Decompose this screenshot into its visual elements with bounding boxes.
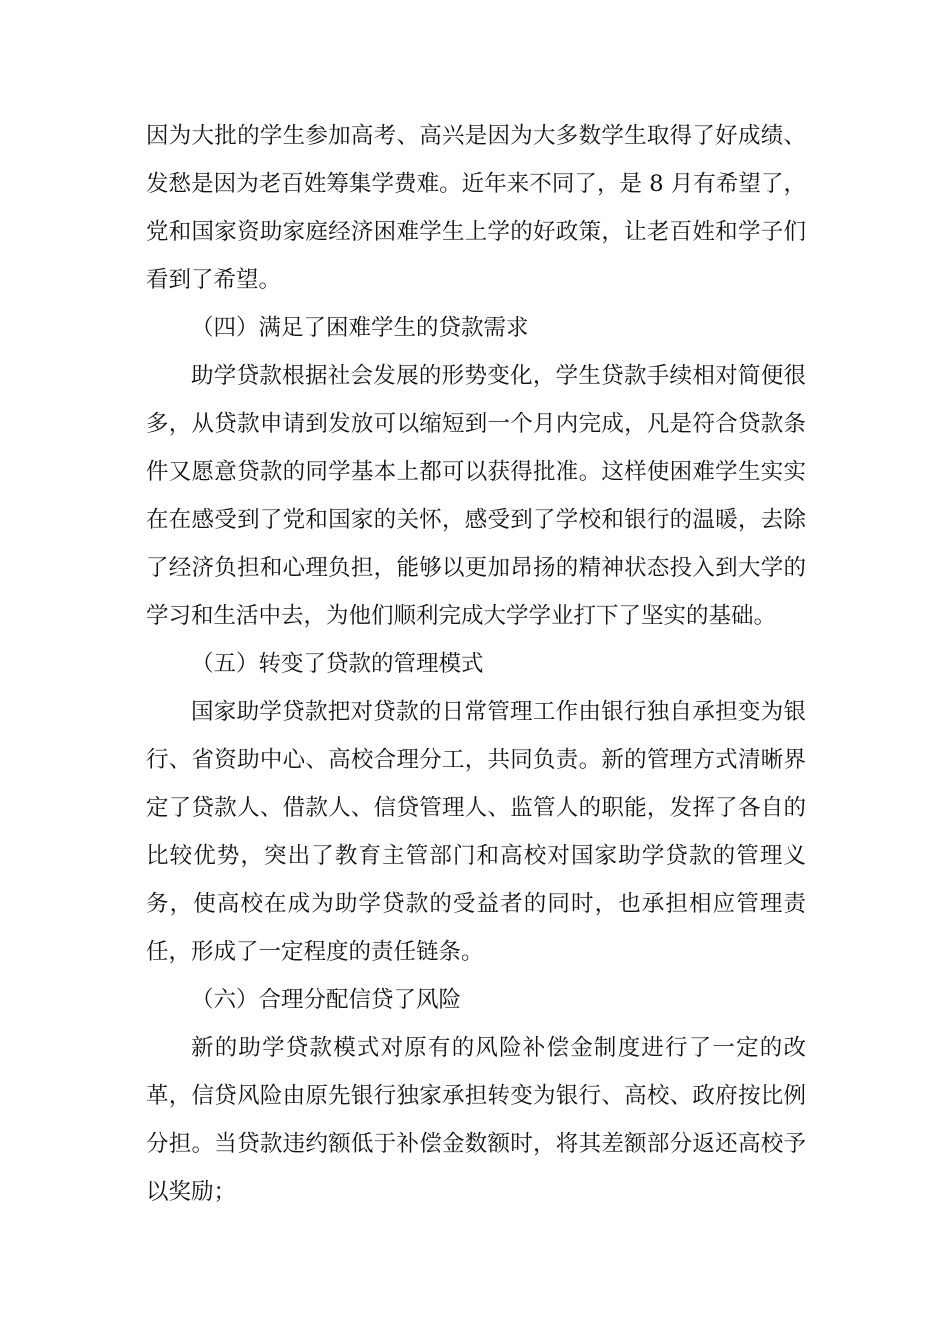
paragraph-section-6: 新的助学贷款模式对原有的风险补偿金制度进行了一定的改革，信贷风险由原先银行独家承担转变为银行、高校、政府按比例分担。当贷款违约额低于补偿金数额时，将其差额部分返还高校予以奖励； [146, 1035, 806, 1205]
section-heading-5: （五）转变了贷款的管理模式 [191, 651, 484, 677]
paragraph-section-5: 国家助学贷款把对贷款的日常管理工作由银行独自承担变为银行、省资助中心、高校合理分工，共同负责。新的管理方式清晰界定了贷款人、借款人、信贷管理人、监管人的职能，发挥了各自的比较优势，突出了教育主管部门和高校对国家助学贷款的管理义务，使高校在成为助学贷款的受益者的同时，也承担相应管理责任，形成了一定程度的责任链条。 [146, 699, 806, 965]
paragraph-section-4: 助学贷款根据社会发展的形势变化，学生贷款手续相对简便很多，从贷款申请到发放可以缩短到一个月内完成，凡是符合贷款条件又愿意贷款的同学基本上都可以获得批准。这样使困难学生实实在在感受到了党和国家的关怀，感受到了学校和银行的温暖，去除了经济负担和心理负担，能够以更加昂扬的精神状态投入到大学的学习和生活中去，为他们顺利完成大学学业打下了坚实的基础。 [146, 363, 806, 629]
document-body [146, 112, 806, 1216]
paragraph-intro-continuation: 因为大批的学生参加高考、高兴是因为大多数学生取得了好成绩、发愁是因为老百姓筹集学费难。近年来不同了，是 8 月有希望了，党和国家资助家庭经济困难学生上学的好政策，让老百姓和学子们看到了希望。 [146, 123, 806, 293]
section-heading-4: （四）满足了困难学生的贷款需求 [191, 315, 529, 341]
section-heading-6: （六）合理分配信贷了风险 [191, 987, 462, 1013]
